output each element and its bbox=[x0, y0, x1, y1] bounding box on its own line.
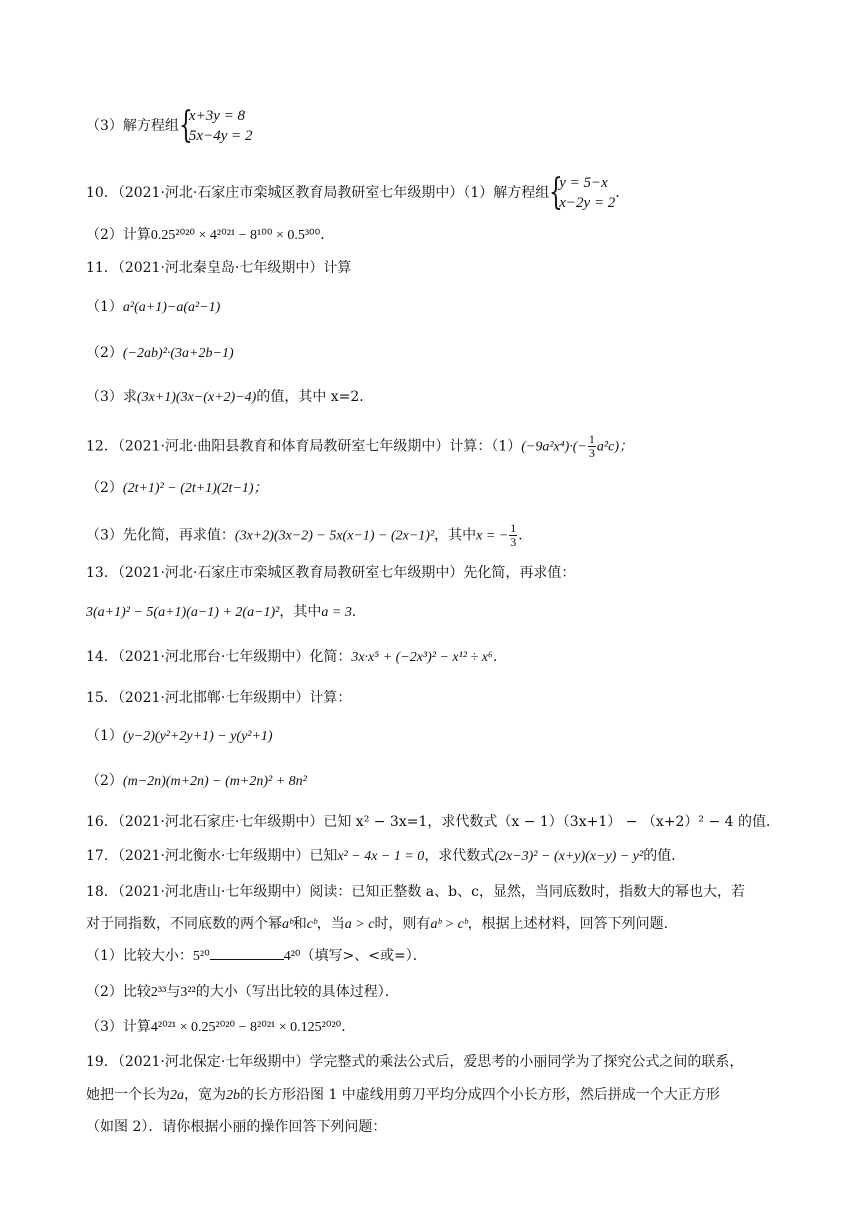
q13-heading: 13．（2021·河北·石家庄市栾城区教育局教研室七年级期中）先化简，再求值： bbox=[86, 565, 576, 581]
math-expression: (y−2)(y²+2y+1) − y(y²+1) bbox=[122, 729, 273, 744]
q18-part2: （2）比较2³³与3²²的大小（写出比较的具体过程）． bbox=[86, 984, 399, 1000]
q19-line1: 19．（2021·河北保定·七年级期中）学完整式的乘法公式后，爱思考的小丽同学为了探究公式之间的联系， bbox=[86, 1054, 744, 1070]
q12-heading bbox=[86, 433, 633, 460]
q12-text: 12．（2021·河北·曲阳县教育和体育局教研室七年级期中）计算：（1） bbox=[86, 438, 522, 455]
part-label: （3）计算 bbox=[86, 1019, 151, 1035]
q14 bbox=[86, 647, 507, 668]
q10-text: 10．（2021·河北·石家庄市栾城区教育局教研室七年级期中）（1）解方程组 bbox=[86, 185, 550, 201]
text: ，求代数式 bbox=[424, 848, 495, 864]
math-expression: x² − 4x − 1 = 0 bbox=[337, 849, 425, 864]
math-expression: a²(a+1)−a(a²−1) bbox=[122, 300, 221, 315]
q18-line1: 18．（2021·河北唐山·七年级期中）阅读：已知正整数 a、b、c，显然，当同底数时，指数大的幂也大，若 bbox=[86, 884, 745, 900]
text: ，其中 bbox=[434, 527, 477, 544]
q12-part3 bbox=[86, 522, 532, 549]
q15-part1 bbox=[86, 726, 273, 747]
part-label: （3）求 bbox=[86, 389, 137, 405]
q17-text: 17．（2021·河北衡水·七年级期中）已知 bbox=[86, 848, 338, 864]
part-label: （2） bbox=[86, 773, 123, 789]
q19-line3: （如图 2）．请你根据小丽的操作回答下列问题： bbox=[86, 1119, 387, 1135]
part-label: （2）比较 bbox=[86, 984, 151, 1000]
punctuation: ． bbox=[351, 604, 366, 620]
q10-part2 bbox=[86, 225, 334, 246]
q15-part2 bbox=[86, 771, 307, 792]
q15-heading: 15．（2021·河北邯郸·七年级期中）计算： bbox=[86, 690, 352, 706]
q9-part3-label: （3）解方程组 bbox=[86, 118, 179, 134]
q11-part3 bbox=[86, 387, 373, 408]
part-label: （3）先化简，再求值： bbox=[86, 527, 235, 544]
math-expression: (3x+2)(3x−2) − 5x(x−1) − (2x−1)² bbox=[234, 528, 435, 544]
math-expression: (2t+1)² − (2t+1)(2t−1)； bbox=[122, 481, 268, 496]
q14-text: 14．（2021·河北邢台·七年级期中）化简： bbox=[86, 649, 352, 665]
text: 的值． bbox=[643, 848, 686, 864]
equation-1: y = 5−x bbox=[559, 175, 608, 191]
part-label: （2）计算 bbox=[86, 227, 151, 243]
part-label: （2） bbox=[86, 345, 123, 361]
q18-line2: 对于同指数，不同底数的两个幂aᵇ和cᵇ，当a > c时，则有aᵇ > cᵇ，根据上述材料，回答下列问题． bbox=[86, 916, 678, 932]
math-expression: 0.25²⁰²⁰ × 4²⁰²¹ − 8¹⁰⁰ × 0.5³⁰⁰． bbox=[150, 228, 335, 243]
q11-part1 bbox=[86, 297, 220, 318]
q12-part2 bbox=[86, 478, 268, 499]
q10-heading bbox=[86, 173, 629, 213]
q18-part1: （1）比较大小：5²⁰ 4²⁰（填写>、<或=）． bbox=[86, 948, 427, 964]
q13-expression bbox=[86, 602, 366, 623]
punctuation: ． bbox=[615, 185, 630, 201]
text: 的值，其中 x=2． bbox=[256, 389, 374, 405]
equation-system: { x+3y = 8 5x−4y = 2 bbox=[178, 105, 253, 146]
math-expression: (−2ab)²·(3a+2b−1) bbox=[122, 346, 234, 361]
q17 bbox=[86, 846, 685, 867]
q16: 16．（2021·河北石家庄·七年级期中）已知 x² − 3x=1，求代数式（x − 1）（3x+1） − （x+2）² − 4 的值． bbox=[86, 814, 781, 830]
fraction: $\frac{1}{3}$ bbox=[588, 432, 595, 460]
part-label: （1） bbox=[86, 728, 123, 744]
math-expression: a = 3 bbox=[321, 605, 352, 620]
punctuation: ． bbox=[518, 527, 533, 544]
equation-1: x+3y = 8 bbox=[188, 108, 245, 124]
math-expression: (3x+1)(3x−(x+2)−4) bbox=[136, 390, 257, 405]
part-label: （1） bbox=[86, 299, 123, 315]
equation-2: x−2y = 2 bbox=[559, 195, 616, 211]
math-expression: 4²⁰²¹ × 0.25²⁰²⁰ − 8²⁰²¹ × 0.125²⁰²⁰． bbox=[150, 1020, 356, 1035]
math-expression: (m−2n)(m+2n) − (m+2n)² + 8n² bbox=[122, 774, 307, 789]
equation-2: 5x−4y = 2 bbox=[188, 128, 253, 144]
math-expression: x = − bbox=[476, 528, 509, 544]
fraction: $\frac{1}{3}$ bbox=[510, 521, 517, 549]
text: ，其中 bbox=[279, 604, 322, 620]
math-expression: 3x·x⁵ + (−2x³)² − x¹² ÷ x⁶． bbox=[351, 650, 507, 665]
q9-part3 bbox=[86, 106, 252, 146]
q18-part3 bbox=[86, 1017, 355, 1038]
math-expression: (−9a²x⁴)·(− bbox=[521, 439, 587, 455]
part-label: （2） bbox=[86, 480, 123, 496]
math-expression: (2x−3)² − (x+y)(x−y) − y² bbox=[494, 849, 644, 864]
math-expression: a²c)； bbox=[596, 439, 633, 455]
answer-blank[interactable] bbox=[210, 947, 284, 960]
math-expression: 3(a+1)² − 5(a+1)(a−1) + 2(a−1)² bbox=[86, 605, 280, 620]
equation-system: { y = 5−x x−2y = 2 bbox=[549, 172, 616, 213]
q11-part2 bbox=[86, 343, 234, 364]
q11-heading: 11．（2021·河北秦皇岛·七年级期中）计算 bbox=[86, 260, 352, 276]
part-label: （1）比较大小： bbox=[86, 948, 193, 964]
q19-line2: 她把一个长为2a，宽为2b的长方形沿图 1 中虚线用剪刀平均分成四个小长方形，然后拼成一个大正方形 bbox=[86, 1087, 720, 1103]
